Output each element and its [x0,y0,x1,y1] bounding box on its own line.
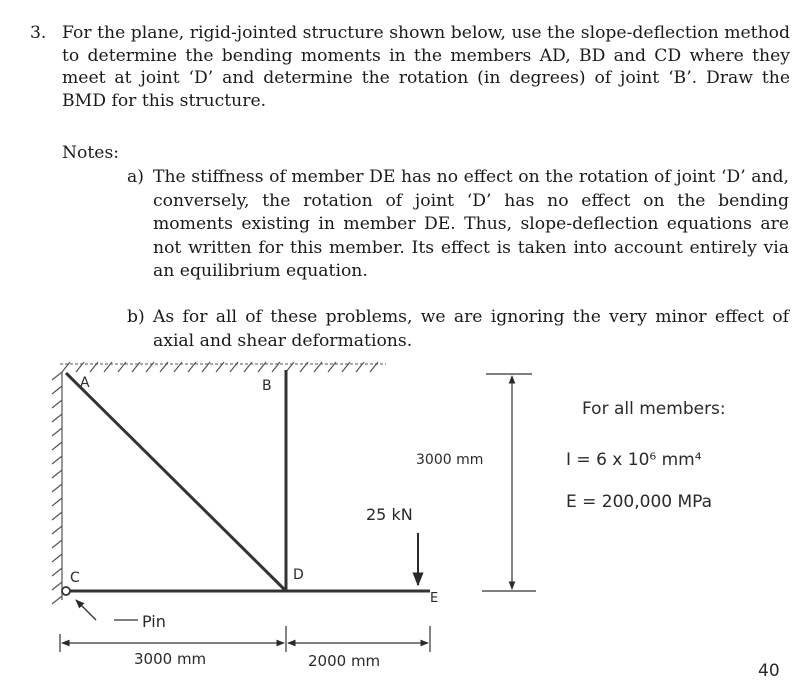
load-label: 25 kN [366,505,413,524]
note-b-marker: b) [127,307,145,327]
question-text: For the plane, rigid-jointed structure shown below, use the slope-deflection method to determine the bending moments in the members AD, BD and CD where they meet at joint ‘D’ and determine the rotation (in degrees) of joint ‘B’. Draw the BMD for this structure. [62,23,790,111]
top-support-hatching [60,362,386,372]
pin-support-icon [62,587,70,595]
props-modulus: E = 200,000 MPa [566,492,713,512]
pin-label: Pin [142,612,166,631]
question-number: 3. [30,23,47,43]
dim-de-label: 2000 mm [308,652,381,670]
pin-leader-arrow [76,600,96,620]
label-b: B [262,378,272,394]
left-wall-hatching [52,372,62,604]
page-number: 40 [758,661,780,681]
props-title: For all members: [582,399,726,419]
note-a-marker: a) [127,167,144,187]
note-b-text: As for all of these problems, we are ignoring the very minor effect of axial and shear deformations. [153,307,789,351]
label-e: E [430,591,439,606]
label-d: D [293,567,304,583]
dim-cd-label: 3000 mm [134,650,207,668]
notes-title: Notes: [62,143,120,163]
label-a: A [80,375,90,391]
member-ad [66,373,286,591]
note-a-text: The stiffness of member DE has no effect on the rotation of joint ‘D’ and, conversely, the rotation of joint ‘D’ has no effect on the bending moments existing in member DE. Thus, slope-deflection equations are not written for this member. Its effect is taken into account entirely via an equilibrium equation. [153,167,789,281]
label-c: C [70,570,80,586]
dim-height-label: 3000 mm [416,452,484,468]
props-inertia: I = 6 x 10⁶ mm⁴ [566,450,702,470]
